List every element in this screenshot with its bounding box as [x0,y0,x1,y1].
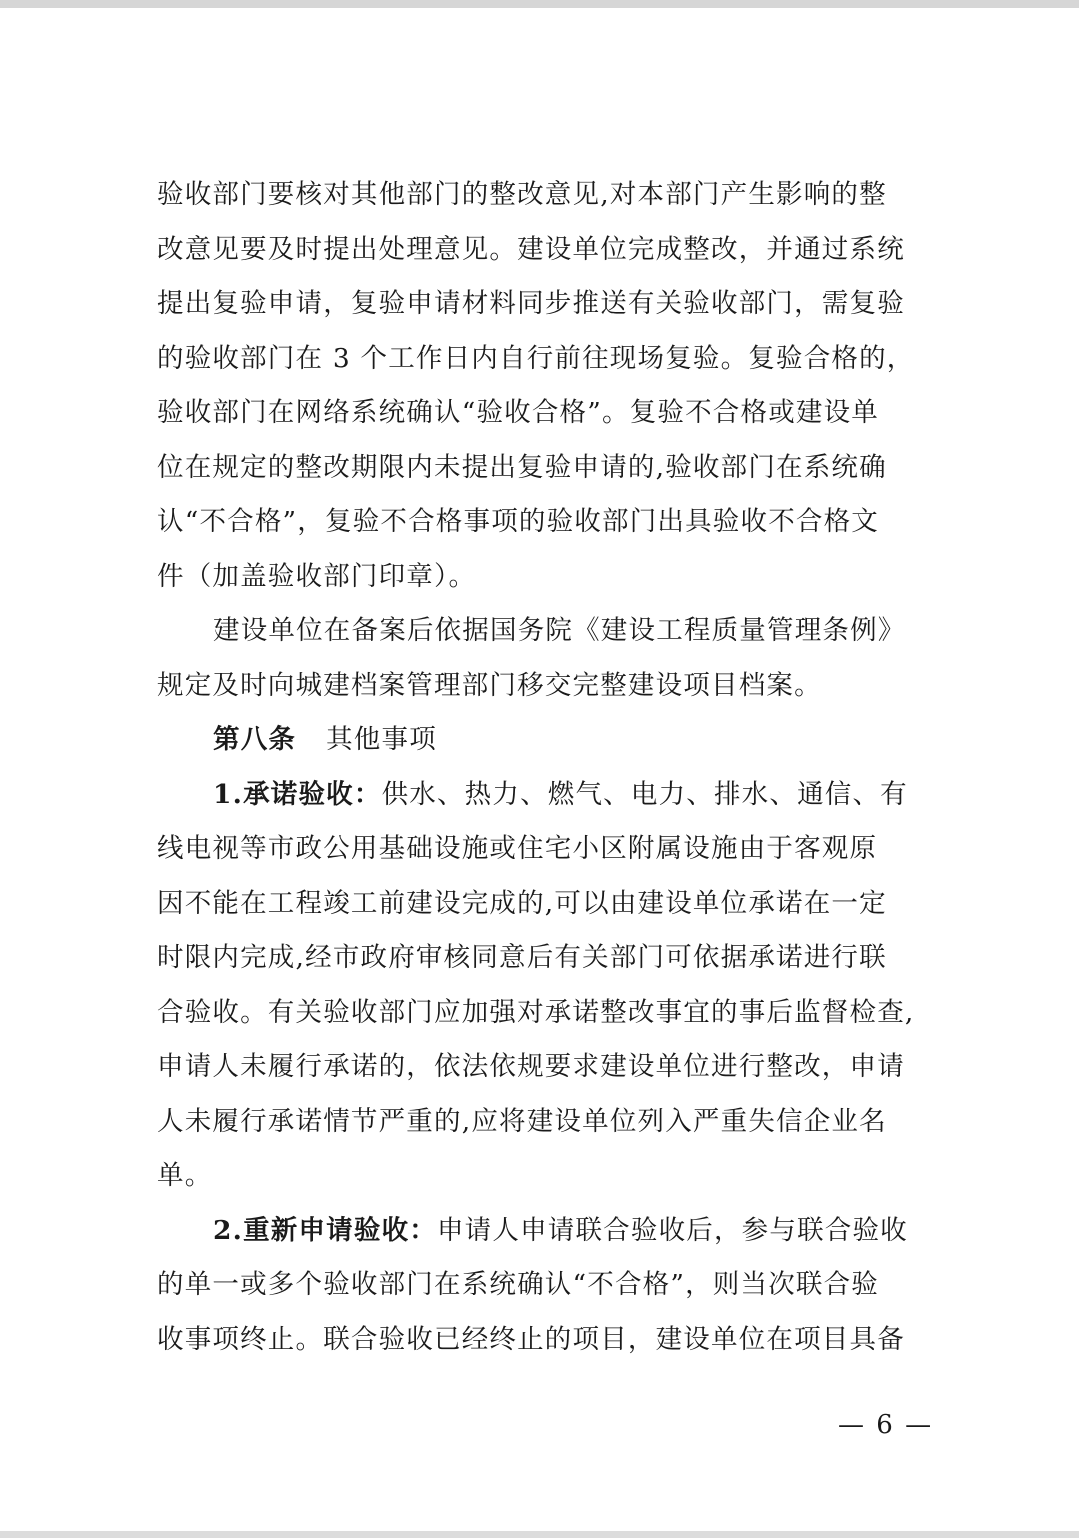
text-line: 人未履行承诺情节严重的,应将建设单位列入严重失信企业名 [157,1105,887,1137]
text-line: 时限内完成,经市政府审核同意后有关部门可依据承诺进行联 [157,942,887,973]
text-line: 位在规定的整改期限内未提出复验申请的,验收部门在系统确 [157,451,887,483]
text-line: 线电视等市政公用基础设施或住宅小区附属设施由于客观原 [157,833,878,864]
text-line: 收事项终止。联合验收已经终止的项目，建设单位在项目具备 [157,1323,905,1355]
item-text: 申请人申请联合验收后，参与联合验收 [436,1214,908,1246]
text-line: 合验收。有关验收部门应加强对承诺整改事宜的事后监督检查, [157,996,915,1028]
text-line: 规定及时向城建档案管理部门移交完整建设项目档案。 [157,669,822,701]
article-eight-heading [157,713,927,768]
text-line: 认“不合格”，复验不合格事项的验收部门出具验收不合格文 [157,506,879,537]
text-line: 提出复验申请，复验申请材料同步推送有关验收部门，需复验 [157,288,905,319]
text-line [157,1204,927,1259]
text-line: 建设单位在备案后依据国务院《建设工程质量管理条例》 [213,615,906,646]
page-number: — 6 — [838,1410,934,1440]
item-label: 2.重新申请验收： [213,1214,437,1246]
text-line: 件（加盖验收部门印章）。 [157,560,477,592]
document-body [157,168,927,1367]
scan-bottom-edge [0,1531,1079,1538]
text-line: 的单一或多个验收部门在系统确认“不合格”，则当次联合验 [157,1269,879,1300]
article-title: 其他事项 [326,724,437,755]
text-line: 的验收部门在 3 个工作日内自行前往现场复验。复验合格的， [157,342,915,374]
text-line: 改意见要及时提出处理意见。建设单位完成整改，并通过系统 [157,233,905,265]
article-number: 第八条 [213,724,297,755]
paragraph-recheck-procedure [157,168,927,604]
item-reapply-acceptance [157,1204,927,1368]
text-line: 验收部门要核对其他部门的整改意见,对本部门产生影响的整 [157,179,887,210]
item-label: 1.承诺验收： [213,778,382,810]
text-line [157,768,927,823]
item-commitment-acceptance [157,768,927,1204]
item-text: 供水、热力、燃气、电力、排水、通信、有 [381,778,908,810]
text-line: 验收部门在网络系统确认“验收合格”。复验不合格或建设单 [157,397,879,428]
text-line: 单。 [157,1160,213,1191]
scan-top-edge [0,0,1079,8]
text-line: 申请人未履行承诺的，依法依规要求建设单位进行整改，申请 [157,1051,905,1082]
text-line: 因不能在工程竣工前建设完成的,可以由建设单位承诺在一定 [157,887,887,919]
paragraph-archive-transfer [157,604,927,713]
